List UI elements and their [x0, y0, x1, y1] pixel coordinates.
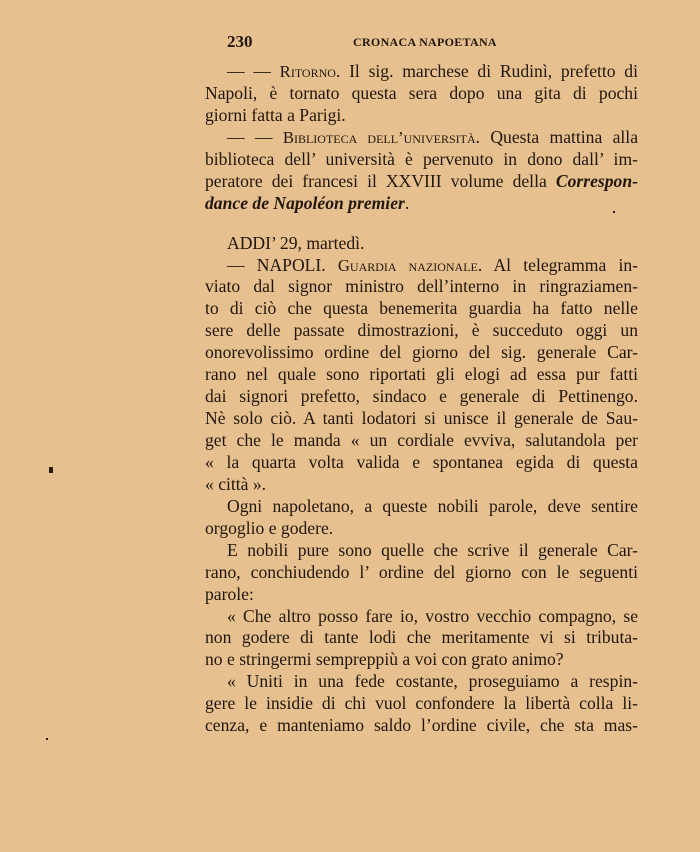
text-segment: dai signori prefetto, sindaco e generale di Pettinengo.: [205, 386, 638, 407]
text-line: [205, 255, 638, 277]
text-line: [205, 496, 638, 518]
text-segment: Guardia nazionale: [337, 255, 478, 275]
text-line: [205, 276, 638, 298]
text-line: [205, 452, 638, 474]
page-header: [205, 32, 638, 54]
text-segment: Nè solo ciò. A tanti lodatori si unisce il generale de Sau-: [205, 408, 638, 429]
text-segment: no e stringermi sempreppiù a voi con grato animo?: [205, 649, 564, 670]
text-segment: giorni fatta a Parigi.: [205, 104, 346, 125]
text-line: [205, 193, 638, 215]
text-segment: sere delle passate dimostrazioni, è succeduto oggi un: [205, 320, 638, 341]
text-segment: « Uniti in una fede costante, proseguiamo a respin-: [227, 671, 638, 692]
scan-speck: [613, 211, 615, 213]
text-line: [205, 298, 638, 320]
text-line: [205, 105, 638, 127]
text-segment: Correspon-: [555, 170, 638, 191]
text-line: [205, 364, 638, 386]
text-line: [205, 233, 638, 255]
text-line: [205, 671, 638, 693]
text-segment: cenza, e manteniamo saldo l’ordine civile, che sta mas-: [205, 715, 638, 736]
paragraph: [205, 540, 638, 606]
text-segment: « Che altro posso fare io, vostro vecchio compagno, se: [227, 605, 638, 626]
text-line: [205, 518, 638, 540]
text-line: [205, 408, 638, 430]
text-line: [205, 61, 638, 83]
text-line: [205, 606, 638, 628]
text-line: [205, 693, 638, 715]
text-segment: rano nel quale sono riportati gli elogi ad essa pur fatti: [205, 364, 638, 385]
text-segment: get che le manda « un cordiale evviva, salutandola per: [205, 430, 638, 450]
text-line: [205, 649, 638, 671]
text-line: [205, 584, 638, 606]
text-segment: viato dal signor ministro dell’interno in ringraziamen-: [205, 276, 638, 297]
paragraph: [205, 496, 638, 540]
text-segment: — —: [227, 61, 280, 81]
text-segment: . Al telegramma in-: [477, 254, 639, 275]
text-segment: Ogni napoletano, a queste nobili parole, deve sentire: [227, 495, 638, 516]
text-line: [205, 474, 638, 496]
scan-speck: [49, 467, 53, 473]
text-segment: Biblioteca dell’università: [282, 127, 476, 147]
text-segment: — —: [227, 126, 283, 147]
text-line: [205, 342, 638, 364]
text-line: [205, 171, 638, 193]
text-segment: rano, conchiudendo l’ ordine del giorno con le seguenti: [205, 561, 638, 582]
text-segment: — NAPOLI.: [227, 254, 338, 275]
text-segment: parole:: [205, 583, 254, 604]
text-segment: gere le insidie di chi vuol confondere la libertà colla li-: [205, 693, 638, 714]
text-line: [205, 430, 638, 452]
text-segment: . Il sig. marchese di Rudinì, prefetto di: [335, 61, 638, 81]
text-line: [205, 627, 638, 649]
text-segment: Napoli, è tornato questa sera dopo una gita di pochi: [205, 82, 638, 103]
text-segment: « città ».: [205, 473, 267, 494]
paragraph: [205, 606, 638, 672]
text-line: [205, 127, 638, 149]
paragraph: [205, 671, 638, 737]
running-title: CRONACA NAPOETANA: [353, 35, 497, 49]
paragraph: [205, 233, 638, 255]
text-line: [205, 540, 638, 562]
paragraph: [205, 127, 638, 215]
text-line: [205, 320, 638, 342]
text-line: [205, 386, 638, 408]
text-segment: « la quarta volta valida e spontanea egida di questa: [205, 451, 638, 472]
text-line: [205, 83, 638, 105]
text-segment: non godere di tante lodi che meritamente vi si tributa-: [205, 627, 638, 648]
paragraph: [205, 255, 638, 496]
text-segment: biblioteca dell’ università è pervenuto in dono dall’ im-: [205, 148, 638, 169]
text-segment: Ritorno: [279, 62, 336, 81]
text-segment: .: [404, 192, 410, 213]
text-segment: peratore dei francesi il XXVIII volume della: [205, 170, 556, 191]
text-segment: onorevolissimo ordine del giorno del sig. generale Car-: [205, 342, 638, 363]
text-segment: E nobili pure sono quelle che scrive il generale Car-: [227, 539, 638, 560]
text-segment: orgoglio e godere.: [205, 517, 334, 538]
scan-speck: [46, 738, 48, 740]
paragraph: [205, 61, 638, 127]
text-segment: dance de Napoléon premier: [205, 192, 405, 213]
text-line: [205, 715, 638, 737]
text-line: [205, 562, 638, 584]
text-segment: . Questa mattina alla: [475, 126, 638, 147]
page-body: [205, 61, 638, 737]
text-segment: to di ciò che questa benemerita guardia ha fatto nelle: [205, 298, 638, 319]
text-segment: ADDI’ 29, martedì.: [227, 232, 365, 253]
text-line: [205, 149, 638, 171]
page-number: 230: [227, 32, 253, 51]
